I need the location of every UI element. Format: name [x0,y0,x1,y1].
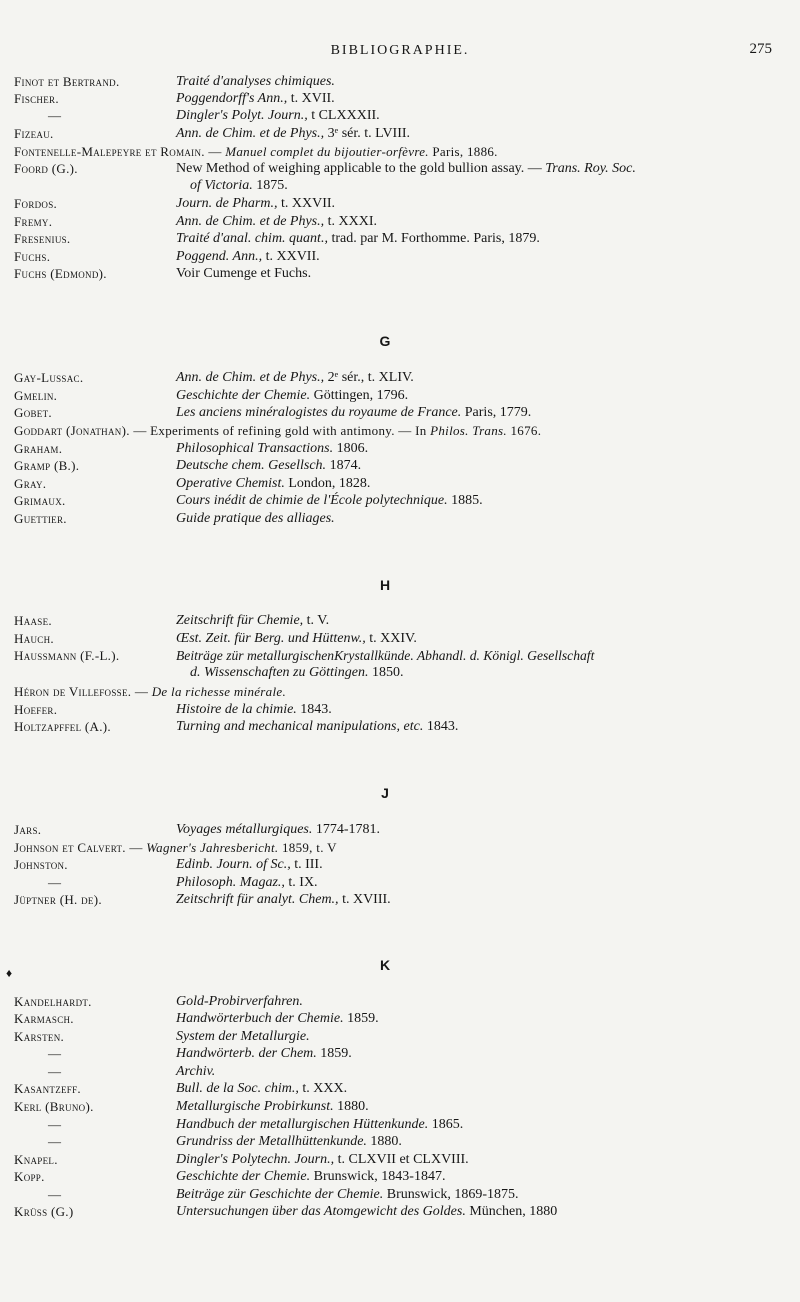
entry-title: Zeitschrift für analyt. Chem., t. XVIII. [176,892,391,907]
entry-author: Haase. [14,613,52,628]
entry-author: Fontenelle-Malepeyre et Romain. — Manuel complet du bijoutier-orfèvre. Paris, 1886. [14,144,498,159]
entry-title: Philosoph. Magaz., t. IX. [176,875,318,890]
entry-title: Voyages métallurgiques. 1774-1781. [176,822,381,837]
entry-author: Hoefer. [14,702,58,717]
entry-author: — [48,108,62,123]
entry-title: Philosophical Transactions. 1806. [176,441,369,456]
entry-title: Handwörterbuch der Chemie. 1859. [176,1011,379,1026]
entry-author: Fischer. [14,91,59,106]
entry-title: Beiträge zür Geschichte der Chemie. Brunswick, 1869-1875. [176,1187,519,1202]
entry-author: Finot et Bertrand. [14,74,120,89]
entry-title: Gold-Probirverfahren. [176,994,303,1009]
entry-author: — [48,875,62,890]
entry-author: Fordos. [14,196,58,211]
entry-author: Kandelhardt. [14,994,92,1009]
entry-continuation: of Victoria. 1875. [190,178,288,193]
entry-author: — [48,1064,62,1079]
entry-title: Les anciens minéralogistes du royaume de France. Paris, 1779. [176,405,532,420]
entry-title: Archiv. [176,1064,216,1079]
entry-title: Œst. Zeit. für Berg. und Hüttenw., t. XXIV. [176,631,417,646]
entry-author: Johnston. [14,857,68,872]
entry-title: Bull. de la Soc. chim., t. XXX. [176,1081,348,1096]
entry-author: Fuchs. [14,249,51,264]
section-letter-j: J [381,785,389,801]
entry-author: Holtzapffel (A.). [14,719,111,734]
entry-title: Geschichte der Chemie. Göttingen, 1796. [176,388,409,403]
entry-title: Traité d'analyses chimiques. [176,74,335,89]
entry-author: Gramp (B.). [14,458,80,473]
entry-author: — [48,1046,62,1061]
entry-title: Dingler's Polytechn. Journ., t. CLXVII et CLXVIII. [176,1152,469,1167]
entry-author: Krüss (G.) [14,1204,74,1219]
entry-author: Jars. [14,822,42,837]
entry-author: Fizeau. [14,126,54,141]
entry-author: Haussmann (F.-L.). [14,648,120,663]
page-number: 275 [749,41,772,57]
entry-title: Edinb. Journ. of Sc., t. III. [176,857,323,872]
entry-title: Untersuchungen über das Atomgewicht des Goldes. München, 1880 [176,1204,558,1219]
entry-title: Grundriss der Metallhüttenkunde. 1880. [176,1134,402,1149]
entry-author: — [48,1187,62,1202]
entry-title: Beiträge zür metallurgischenKrystallkünde. Abhandl. d. Königl. Gesellschaft [176,648,595,663]
entry-author: Fuchs (Edmond). [14,266,107,281]
entry-title: Metallurgische Probirkunst. 1880. [176,1099,369,1114]
entry-author: — [48,1117,62,1132]
entry-author: Gray. [14,476,47,491]
entry-author: — [48,1134,62,1149]
entry-author: Goddart (Jonathan). — Experiments of refining gold with antimony. — In Philos. Trans. 1676. [14,423,542,438]
entry-author: Kerl (Bruno). [14,1099,94,1114]
entry-title: Poggendorff's Ann., t. XVII. [176,91,335,106]
entry-author: Gobet. [14,405,52,420]
entry-author: Kopp. [14,1169,45,1184]
entry-title: Guide pratique des alliages. [176,511,335,526]
entry-title: Histoire de la chimie. 1843. [176,702,332,717]
section-letter-g: G [379,333,391,349]
bib-entry [14,647,784,681]
entry-title: Journ. de Pharm., t. XXVII. [176,196,336,211]
entry-title: New Method of weighing applicable to the gold bullion assay. — Trans. Roy. Soc. [176,161,636,176]
entry-title: Handwörterb. der Chem. 1859. [176,1046,352,1061]
entry-author: Kasantzeff. [14,1081,81,1096]
stray-mark: ♦ [6,966,13,980]
entry-author: Johnson et Calvert. — Wagner's Jahresbericht. 1859, t. V [14,840,337,855]
entry-title: Ann. de Chim. et de Phys., 3ᵉ sér. t. LVIII. [176,126,411,141]
entry-author: Karsten. [14,1029,65,1044]
entry-title: Deutsche chem. Gesellsch. 1874. [176,458,362,473]
entry-title: Dingler's Polyt. Journ., t CLXXXII. [176,108,380,123]
entry-title: Turning and mechanical manipulations, etc. 1843. [176,719,459,734]
entry-author: Fremy. [14,214,53,229]
section-letter-k: K [379,957,391,973]
entry-author: Karmasch. [14,1011,74,1026]
entry-author: Gay-Lussac. [14,370,84,385]
entry-title: System der Metallurgie. [176,1029,310,1044]
entry-author: Knapel. [14,1152,58,1167]
running-title: BIBLIOGRAPHIE. [330,43,470,58]
entry-title: Operative Chemist. London, 1828. [176,476,371,491]
entry-author: Grimaux. [14,493,66,508]
entry-title: Ann. de Chim. et de Phys., t. XXXI. [176,214,378,229]
entry-title: Zeitschrift für Chemie, t. V. [176,613,330,628]
entry-title: Poggend. Ann., t. XXVII. [176,249,320,264]
entry-author: Guettier. [14,511,67,526]
entry-title: Handbuch der metallurgischen Hüttenkunde. 1865. [176,1117,464,1132]
entry-title: Voir Cumenge et Fuchs. [176,266,312,281]
entry-title: Traité d'anal. chim. quant., trad. par M. Forthomme. Paris, 1879. [176,231,540,246]
entry-author: Foord (G.). [14,161,78,176]
entry-author: Jüptner (H. de). [14,892,102,907]
entry-author: Héron de Villefosse. — De la richesse minérale. [14,684,286,699]
entry-title: Ann. de Chim. et de Phys., 2ᵉ sér., t. XLIV. [176,370,414,385]
bib-entry [14,160,784,194]
entry-title: Cours inédit de chimie de l'École polytechnique. 1885. [176,493,483,508]
entry-author: Hauch. [14,631,54,646]
entry-author: Fresenius. [14,231,71,246]
section-letter-h: H [379,577,391,593]
entry-author: Gmelin. [14,388,58,403]
entry-title: Geschichte der Chemie. Brunswick, 1843-1847. [176,1169,446,1184]
entry-continuation: d. Wissenschaften zu Göttingen. 1850. [190,665,404,680]
entry-author: Graham. [14,441,63,456]
